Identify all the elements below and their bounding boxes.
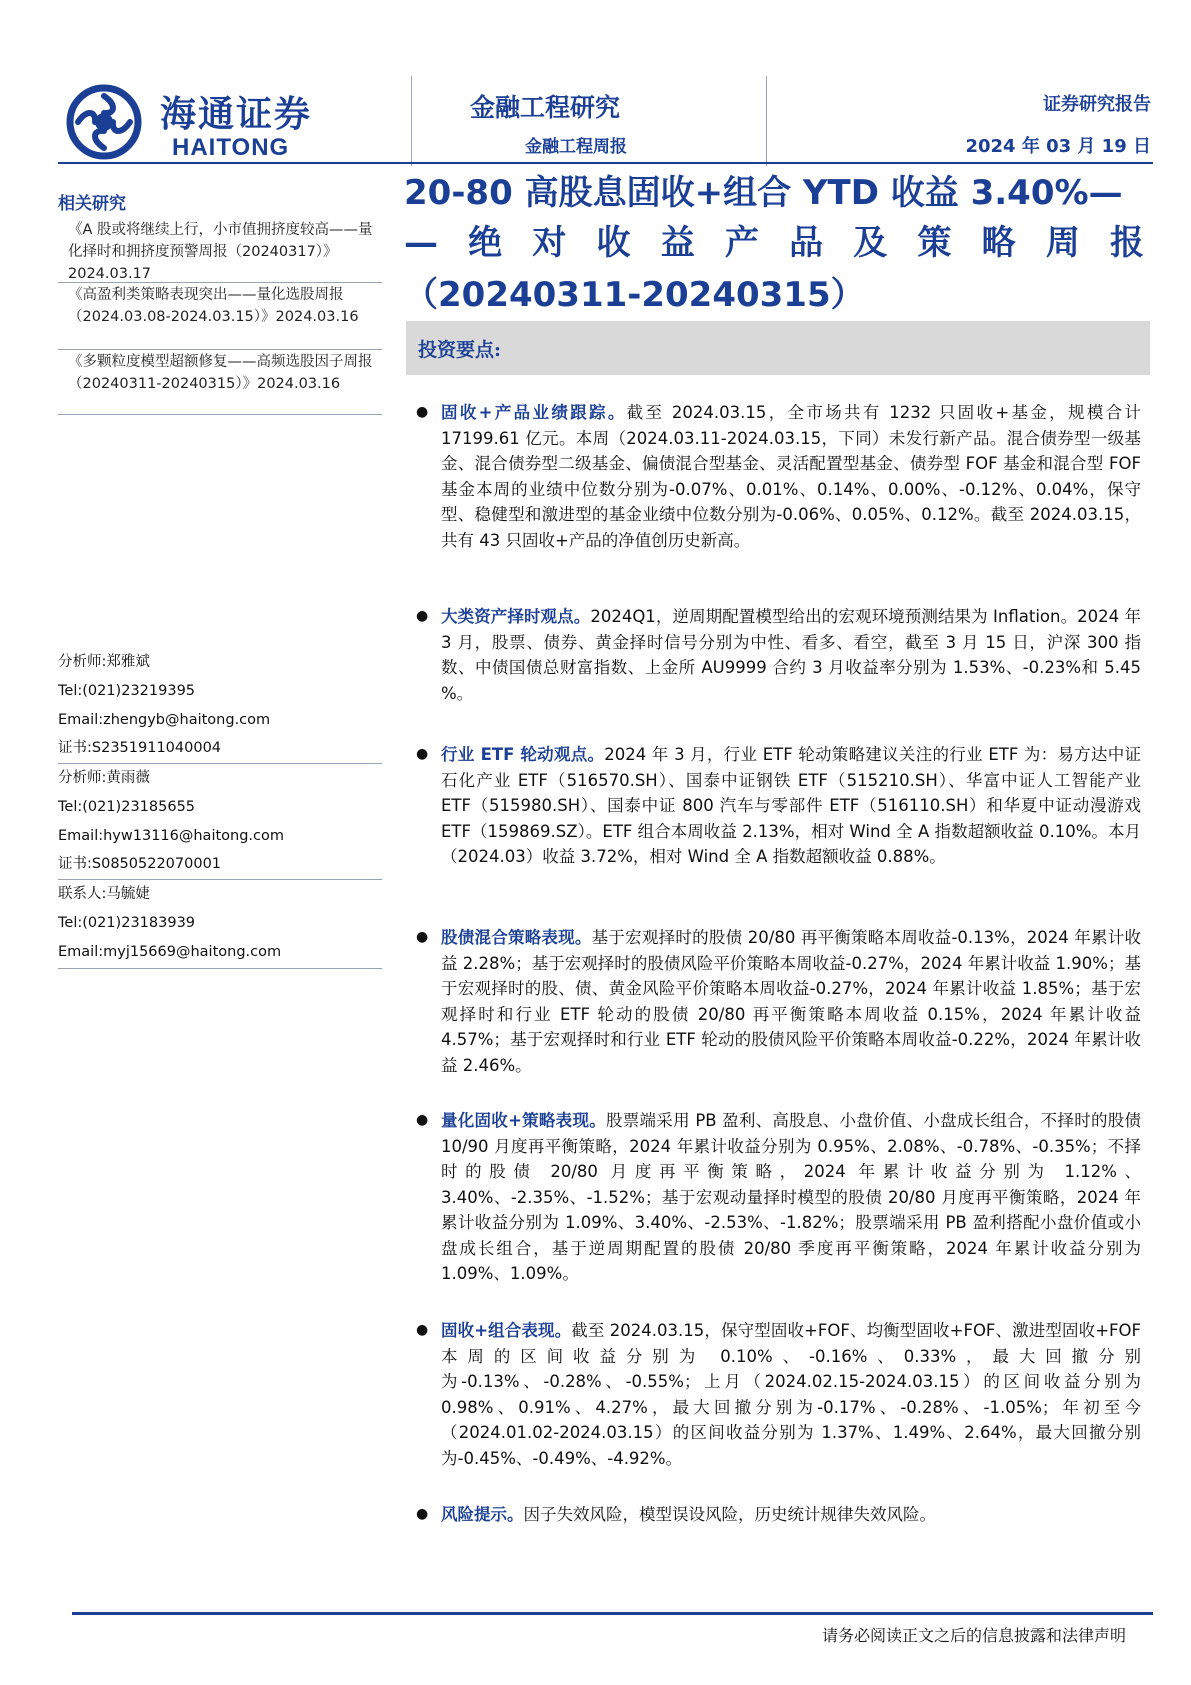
department: 金融工程研究 [470, 93, 621, 122]
key-point-item [416, 925, 1142, 1078]
key-point-body: 基于宏观择时的股债 20/80 再平衡策略本周收益-0.13%，2024 年累计收益 2.28%；基于宏观择时的股债风险平价策略本周收益-0.27%，2024 年累计收益 1.90%；基于宏观择时的股、债、黄金风险平价策略本周收益-0.27%，2024 年累计收益 1.85%；基于宏观择时和行业 ETF 轮动的股债 20/80 再平衡策略本周收益 0.15%，2024 年累计收益 4.57%；基于宏观择时和行业 ETF 轮动的股债风险平价策略本周收益-0.22%，2024 年累计收益 2.46%。 [441, 928, 1142, 1075]
analyst-name: 分析师:郑雅斌 [58, 654, 150, 670]
key-point-body: 2024Q1，逆周期配置模型给出的宏观环境预测结果为 Inflation。2024 年 3 月，股票、债券、黄金择时信号分别为中性、看多、看空，截至 3 月 15 日，沪深 300 指数、中债国债总财富指数、上金所 AU9999 合约 3 月收益率分别为 1.53%、-0.23%和 5.45 %。 [441, 607, 1141, 703]
bullet-icon: ● [416, 929, 429, 945]
key-point-item [416, 400, 1141, 553]
bullet-icon: ● [416, 1322, 429, 1338]
report-title-line-1: 20-80 高股息固收+组合 YTD 收益 3.40%— [404, 173, 1123, 213]
key-point-item [416, 1108, 1142, 1287]
analyst-divider [58, 879, 382, 880]
sub-department: 金融工程周报 [525, 137, 627, 157]
key-point-item [416, 1502, 1141, 1528]
analyst-name: 分析师:黄雨薇 [58, 770, 150, 786]
key-point-body: 截至 2024.03.15，全市场共有 1232 只固收+基金，规模合计 17199.61 亿元。本周（2024.03.11-2024.03.15，下同）未发行新产品。混合债券型一级基金、混合债券型二级基金、偏债混合型基金、灵活配置型基金、债券型 FOF 基金和混合型 FOF 基金本周的业绩中位数分别为-0.07%、0.01%、0.14%、0.00%、-0.12%、0.04%，保守型、稳健型和激进型的基金业绩中位数分别为-0.06%、0.05%、0.12%。截至 2024.03.15，共有 43 只固收+产品的净值创历史新高。 [441, 403, 1141, 550]
logo-chinese-name: 海通证券 [160, 93, 313, 135]
analyst-email[interactable]: Email:zhengyb@haitong.com [58, 712, 271, 728]
analyst-divider [58, 968, 382, 969]
related-research-item[interactable]: 《高盈利类策略表现突出——量化选股周报（2024.03.08-2024.03.15）》2024.03.16 [58, 284, 382, 350]
analyst-tel: Tel:(021)23219395 [58, 683, 196, 699]
key-point-head: 量化固收+策略表现。 [441, 1111, 606, 1130]
analyst-cert: 证书:S2351911040004 [58, 740, 222, 756]
key-point-head: 行业 ETF 轮动观点。 [441, 745, 605, 764]
footer-rule [72, 1612, 1153, 1615]
logo-english-name: HAITONG [172, 134, 290, 161]
key-point-head: 固收+组合表现。 [441, 1321, 572, 1340]
haitong-logo-icon [66, 84, 142, 160]
analyst-tel: Tel:(021)23185655 [58, 799, 196, 815]
key-points-label: 投资要点: [418, 339, 502, 361]
report-type: 证券研究报告 [1043, 94, 1151, 115]
footer-disclaimer[interactable]: 请务必阅读正文之后的信息披露和法律声明 [821, 1626, 1126, 1645]
header-divider [766, 76, 767, 166]
analyst-cert: 证书:S0850522070001 [58, 856, 222, 872]
bullet-icon: ● [416, 746, 429, 762]
bullet-icon: ● [416, 1506, 429, 1522]
report-date: 2024 年 03 月 19 日 [965, 136, 1151, 157]
bullet-icon: ● [416, 608, 429, 624]
analyst-email[interactable]: Email:hyw13116@haitong.com [58, 828, 285, 844]
related-research-item[interactable]: 《多颗粒度模型超额修复——高频选股因子周报（20240311-20240315）》2024.03.16 [58, 351, 382, 415]
report-title-line-2: —绝对收益产品及策略周报 [404, 223, 1150, 263]
key-points-bar [406, 321, 1150, 375]
key-point-item [416, 742, 1141, 870]
key-point-head: 大类资产择时观点。 [441, 607, 591, 626]
key-point-body: 股票端采用 PB 盈利、高股息、小盘价值、小盘成长组合，不择时的股债 10/90 月度再平衡策略，2024 年累计收益分别为 0.95%、2.08%、-0.78%、-0.35%；不择时的股债 20/80 月度再平衡策略，2024 年累计收益分别为 1.12%、3.40%、-2.35%、-1.52%；基于宏观动量择时模型的股债 20/80 月度再平衡策略，2024 年累计收益分别为 1.09%、3.40%、-2.53%、-1.82%；股票端采用 PB 盈利搭配小盘价值或小盘成长组合，基于逆周期配置的股债 20/80 季度再平衡策略，2024 年累计收益分别为 1.09%、1.09%。 [441, 1111, 1142, 1283]
contact-tel: Tel:(021)23183939 [58, 915, 196, 931]
key-point-body: 因子失效风险，模型误设风险，历史统计规律失效风险。 [523, 1505, 936, 1524]
contact-email[interactable]: Email:myj15669@haitong.com [58, 944, 282, 960]
key-point-head: 固收+产品业绩跟踪。 [441, 403, 627, 422]
contact-name: 联系人:马毓婕 [58, 886, 150, 902]
report-title-line-3: （20240311-20240315） [404, 275, 865, 315]
key-point-head: 股债混合策略表现。 [441, 928, 592, 947]
related-research-item[interactable]: 《A 股或将继续上行，小市值拥挤度较高——量化择时和拥挤度预警周报（20240317）》2024.03.17 [58, 219, 382, 283]
key-point-item [416, 1318, 1141, 1471]
key-point-head: 风险提示。 [441, 1505, 524, 1524]
key-point-body: 2024 年 3 月，行业 ETF 轮动策略建议关注的行业 ETF 为：易方达中证石化产业 ETF（516570.SH）、国泰中证钢铁 ETF（515210.SH）、华富中证人工智能产业 ETF（515980.SH）、国泰中证 800 汽车与零部件 ETF（516110.SH）和华夏中证动漫游戏 ETF（159869.SZ）。ETF 组合本周收益 2.13%，相对 Wind 全 A 指数超额收益 0.10%。本月（2024.03）收益 3.72%，相对 Wind 全 A 指数超额收益 0.88%。 [441, 745, 1141, 866]
related-research-title: 相关研究 [58, 194, 126, 214]
header-rule [58, 162, 1153, 164]
bullet-icon: ● [416, 404, 429, 420]
bullet-icon: ● [416, 1112, 429, 1128]
key-point-body: 截至 2024.03.15，保守型固收+FOF、均衡型固收+FOF、激进型固收+FOF 本周的区间收益分别为 0.10%、-0.16%、0.33%，最大回撤分别为-0.13%、-0.28%、-0.55%；上月（2024.02.15-2024.03.15）的区间收益分别为 0.98%、0.91%、4.27%，最大回撤分别为-0.17%、-0.28%、-1.05%；年初至今（2024.01.02-2024.03.15）的区间收益分别为 1.37%、1.49%、2.64%，最大回撤分别为-0.45%、-0.49%、-4.92%。 [441, 1321, 1141, 1468]
header-divider [411, 76, 412, 166]
analyst-divider [58, 763, 382, 764]
key-point-item [416, 604, 1141, 706]
